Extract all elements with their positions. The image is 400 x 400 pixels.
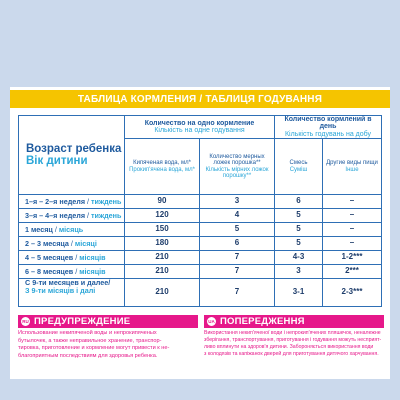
- per-feeding-group-header: [125, 116, 274, 138]
- age-ru: 6 – 8 месяцев: [25, 266, 74, 276]
- feeding-table-panel: [10, 87, 390, 379]
- warning-ua-title: ПОПЕРЕДЖЕННЯ: [220, 316, 305, 327]
- water-value: 210: [155, 266, 169, 276]
- spoons-value: 5: [234, 224, 240, 234]
- water-header-ua: Прокип'ячена вода, мл*: [129, 166, 195, 173]
- warning-line: благоприятным последствиям для здоровья ребенка.: [18, 352, 158, 359]
- mix-value: 5: [296, 238, 301, 248]
- warning-line: з колодязів та капіжанок дверей для приготування дитячого харчування.: [204, 351, 379, 358]
- warning-ru-header: [18, 315, 198, 328]
- age-ru: 1 месяц: [25, 224, 53, 234]
- feeding-table: [18, 115, 382, 307]
- mix-value: 3: [296, 266, 301, 276]
- age-ru: 3–я – 4–я неделя: [25, 210, 86, 220]
- title-bar: [10, 90, 390, 108]
- other-value: 1-2***: [341, 252, 363, 262]
- spoons-value: 7: [234, 252, 240, 262]
- water-value: 150: [155, 224, 169, 234]
- water-value: 180: [155, 238, 169, 248]
- water-value: 120: [155, 210, 169, 220]
- spoons-column-header: [200, 139, 274, 194]
- table-row-age: 3–я – 4–я неделя / тиждень: [25, 210, 122, 220]
- age-header-ru: Возраст ребенка: [26, 142, 122, 155]
- group2-ua: Кількість годувань на добу: [284, 130, 372, 138]
- table-row-age: 4 – 5 месяцев / місяців: [25, 252, 106, 262]
- spoons-header-ua: Кількість мірних ложок порошку**: [205, 166, 269, 179]
- warning-ru-text: [18, 330, 169, 360]
- age-ua: тиждень: [91, 210, 122, 220]
- table-row-age: 2 – 3 месяца / місяці: [25, 238, 97, 248]
- mix-value: 5: [296, 224, 301, 234]
- warning-ru-title: ПРЕДУПРЕЖДЕНИЕ: [34, 316, 131, 327]
- age-ua: тиждень: [91, 196, 122, 206]
- group1-ru: Количество на одно кормление: [144, 119, 255, 127]
- age-ua: місяців: [79, 266, 106, 276]
- mix-value: 6: [296, 196, 301, 206]
- water-value: 210: [155, 252, 169, 262]
- spoons-value: 4: [234, 210, 240, 220]
- language-badge-ua: UA: [208, 319, 215, 324]
- warning-ru: [18, 315, 198, 377]
- other-value: –: [349, 196, 355, 206]
- water-value: 210: [155, 287, 169, 297]
- table-row-age: [19, 279, 124, 306]
- age-ua: місяців: [79, 252, 106, 262]
- other-value: 2***: [345, 266, 359, 276]
- spoons-value: 7: [234, 266, 240, 276]
- mix-header-ua: Суміш: [289, 166, 308, 173]
- other-column-header: [323, 139, 381, 194]
- spoons-header-ru: Количество мерных ложек порошка**: [209, 153, 265, 167]
- other-value: 2-3***: [341, 287, 363, 297]
- table-row-age: 6 – 8 месяцев / місяців: [25, 266, 106, 276]
- table-row-age: 1 месяц / місяць: [25, 224, 84, 234]
- warning-line: тировка, приготовление и кормление могут привести к не-: [18, 345, 170, 352]
- warning-ua-text: [204, 330, 381, 358]
- age-ua: З 9-ти місяців і далі: [25, 285, 96, 295]
- age-ru: 4 – 5 месяцев: [25, 252, 74, 262]
- language-badge-ru: RU: [22, 319, 29, 324]
- warning-ua-header: [204, 315, 384, 328]
- per-day-group-header: [275, 116, 381, 138]
- water-column-header: [125, 139, 199, 194]
- water-header-ru: Кипяченая вода, мл*: [133, 160, 191, 167]
- mix-header-ru: Смесь: [289, 160, 308, 167]
- other-header-ua: Інше: [345, 166, 359, 173]
- other-value: –: [349, 238, 355, 248]
- warning-ua: [204, 315, 384, 377]
- warning-line: Використання некип'яченої води і непрокип'ячених пляшечок, неналежне: [204, 330, 381, 336]
- warning-line: ливо вплинути на здоров'я дитини. Забороняється використання води: [204, 344, 374, 351]
- mix-value: 3-1: [292, 287, 305, 297]
- warning-line: зберігання, транспортування, приготування і годування можуть несприят-: [204, 337, 382, 344]
- warning-line: Использование некипяченой воды и непрокипяченых: [18, 330, 157, 336]
- age-ru: 1–я – 2–я неделя: [25, 196, 86, 206]
- other-value: –: [349, 210, 355, 220]
- other-header-ru: Другие виды пищи: [326, 160, 378, 167]
- age-header-ua: Вік дитини: [26, 155, 88, 167]
- age-ua: місяці: [74, 238, 97, 248]
- spoons-value: 7: [234, 287, 240, 297]
- table-row-age: 1–я – 2–я неделя / тиждень: [25, 196, 122, 206]
- spoons-value: 6: [234, 238, 240, 248]
- warning-line: бутылочек, а также неправильное хранение, транспор-: [18, 337, 162, 344]
- mix-column-header: [275, 139, 322, 194]
- mix-value: 4-3: [292, 252, 305, 262]
- table-title: ТАБЛИЦА КОРМЛЕНИЯ / ТАБЛИЦЯ ГОДУВАННЯ: [77, 93, 323, 105]
- water-value: 90: [157, 196, 167, 206]
- age-column-header: [19, 116, 124, 194]
- age-ua: місяць: [58, 224, 84, 234]
- spoons-value: 3: [234, 196, 240, 206]
- group1-ua: Кількість на одне годування: [154, 127, 245, 134]
- other-value: –: [349, 224, 355, 234]
- age-ru: С 9-ти месяцев и далее/: [25, 278, 111, 287]
- mix-value: 5: [296, 210, 301, 220]
- group2-ru: Количество кормлений в день: [284, 115, 372, 131]
- age-ru: 2 – 3 месяца: [25, 238, 69, 248]
